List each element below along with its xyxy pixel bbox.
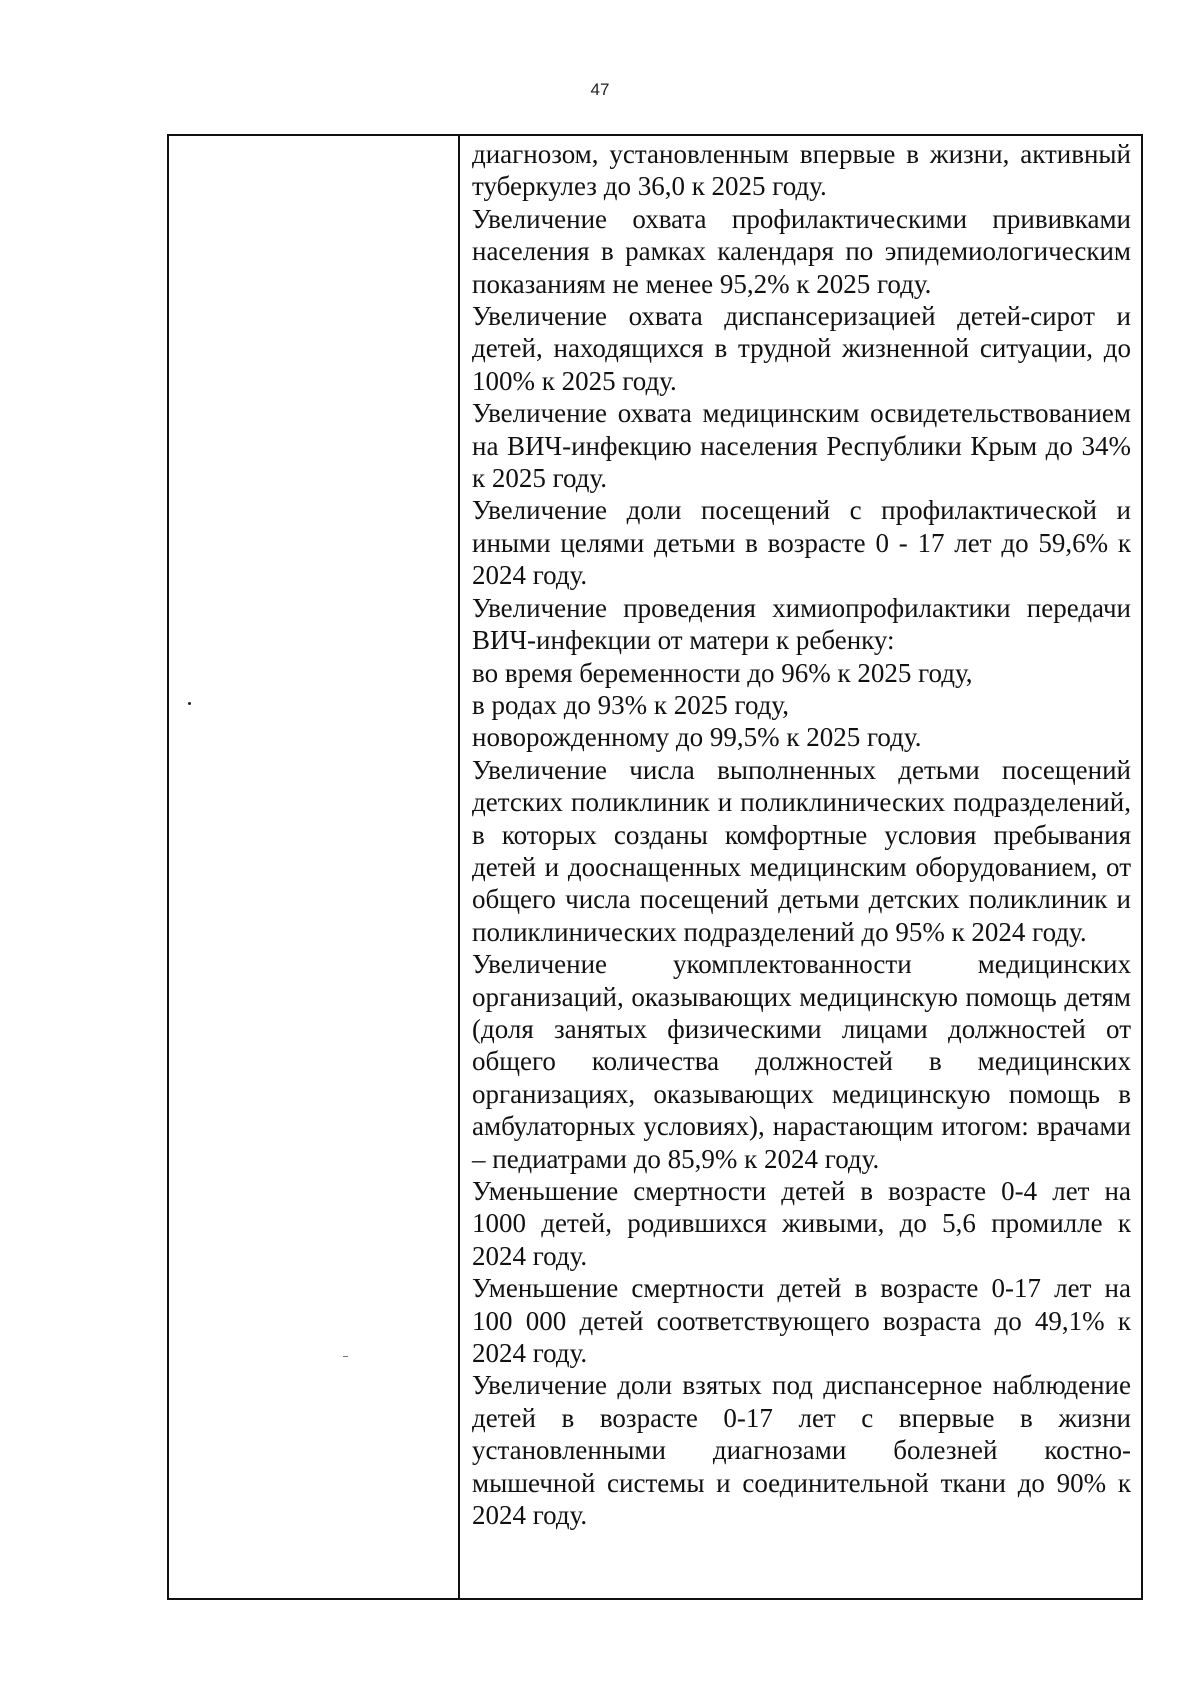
paragraph-vaccination: Увеличение охвата профилактическими прививками населения в рамках календаря по эпидемиологическим показаниям не менее 95,2% к 2025 году.	[472, 203, 1131, 299]
paragraph-musculoskeletal: Увеличение доли взятых под диспансерное наблюдение детей в возрасте 0-17 лет с впервые в жизни установленными диагнозами болезней костно-мышечной системы и соединительной ткани до 90% к 2024 году.	[472, 1370, 1131, 1531]
paragraph-clinic-visits: Увеличение числа выполненных детьми посещений детских поликлиник и поликлинических подразделений, в которых созданы комфортные условия пребывания детей и дооснащенных медицинским оборудованием, от общего числа посещений детьми детских поликлиник и поликлинических подразделений до 95% к 2024 году.	[472, 754, 1131, 947]
scan-speck	[188, 702, 191, 705]
paragraph-childbirth: в родах до 93% к 2025 году,	[472, 689, 789, 720]
paragraph-child-visits: Увеличение доли посещений с профилактической и иными целями детьми в возрасте 0 - 17 лет до 59,6% к 2024 году.	[472, 495, 1131, 591]
scan-speck	[343, 1356, 348, 1357]
paragraph-pregnancy: во время беременности до 96% к 2025 году,	[472, 657, 973, 688]
paragraph-hiv-prophylaxis: Увеличение проведения химиопрофилактики передачи ВИЧ-инфекции от матери к ребенку:	[472, 592, 1131, 656]
paragraph-mortality-0-17: Уменьшение смертности детей в возрасте 0-17 лет на 100 000 детей соответствующего возраста до 49,1% к 2024 году.	[472, 1273, 1131, 1369]
paragraph-staffing: Увеличение укомплектованности медицинских организаций, оказывающих медицинскую помощь детям (доля занятых физическими лицами должностей от общего количества должностей в медицинских организациях, оказывающих медицинскую помощь в амбулаторных условиях), нарастающим итогом: врачами – педиатрами до 85,9% к 2024 году.	[472, 949, 1131, 1174]
paragraph-newborn: новорожденному до 99,5% к 2025 году.	[472, 722, 922, 753]
table-right-cell	[460, 136, 1141, 1598]
page-number: 47	[590, 80, 610, 99]
paragraph-hiv-testing: Увеличение охвата медицинским освидетельствованием на ВИЧ-инфекцию населения Республики Крым до 34% к 2025 году.	[472, 398, 1131, 494]
paragraph-mortality-0-4: Уменьшение смертности детей в возрасте 0-4 лет на 1000 детей, родившихся живыми, до 5,6 промилле к 2024 году.	[472, 1176, 1131, 1271]
table-left-cell	[169, 136, 458, 1598]
document-table	[167, 134, 1143, 1600]
paragraph-orphan-screening: Увеличение охвата диспансеризацией детей-сирот и детей, находящихся в трудной жизненной ситуации, до 100% к 2025 году.	[472, 301, 1131, 396]
paragraph-tuberculosis-tail: диагнозом, установленным впервые в жизни, активный туберкулез до 36,0 к 2025 году.	[472, 139, 1131, 202]
